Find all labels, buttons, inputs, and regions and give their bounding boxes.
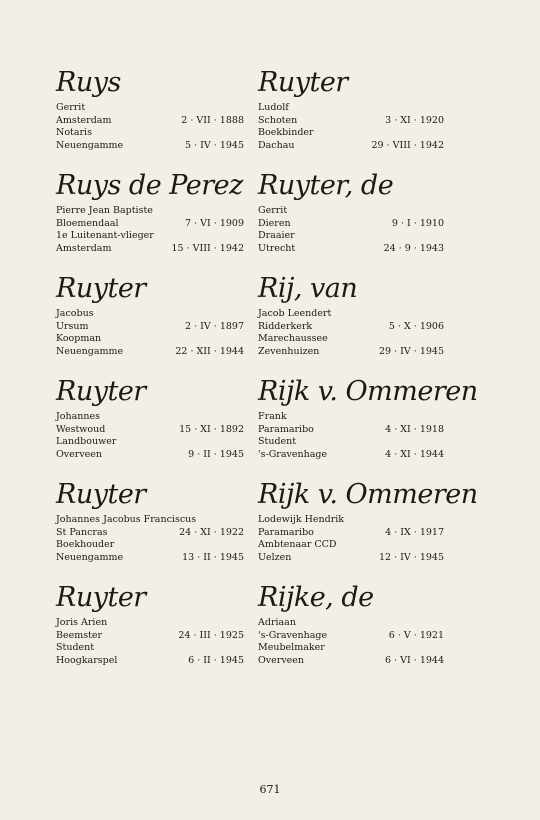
entry-detail-text: 's-Gravenhage [258, 629, 328, 641]
left-column [56, 66, 252, 684]
page-number: 671 [259, 783, 281, 796]
entry-detail-line [258, 424, 450, 437]
entry-surname: Ruys [56, 67, 121, 98]
entry-detail-line [258, 346, 450, 359]
entry-detail-line [56, 411, 252, 424]
entry-date: 6 · II · 1945 [188, 654, 244, 666]
entry-detail-text: Dachau [258, 139, 295, 151]
entry-date: 15 · VIII · 1942 [171, 242, 244, 254]
entry-detail-text: Jacobus [56, 308, 94, 319]
entry-date: 15 · XI · 1892 [179, 423, 244, 435]
entry-detail-line [258, 642, 450, 655]
entry-detail-text: Paramaribo [258, 526, 314, 538]
entry-surname: Ruys de Perez [56, 170, 243, 201]
entry-date: 13 · II · 1945 [182, 551, 244, 563]
entry-detail-text: Meubelmaker [258, 642, 325, 653]
entry-detail-text: 1e Luitenant-vlieger [56, 230, 154, 241]
memorial-entry [56, 272, 252, 375]
memorial-entry [258, 478, 478, 581]
entry-detail-line [258, 655, 450, 668]
entry-detail-text: Neuengamme [56, 345, 124, 357]
entry-detail-text: Schoten [258, 114, 298, 126]
entry-detail-line [56, 539, 252, 552]
entry-date: 9 · I · 1910 [391, 217, 444, 229]
entry-date: 29 · IV · 1945 [379, 345, 444, 357]
entry-detail-text: Marechaussee [258, 333, 328, 344]
entry-date: 4 · XI · 1918 [385, 423, 444, 435]
entry-detail-line [56, 552, 252, 565]
entry-detail-text: Lodewijk Hendrik [258, 514, 345, 525]
entry-date: 6 · VI · 1944 [385, 654, 444, 666]
entry-detail-text: Boekhouder [56, 539, 115, 550]
entry-detail-line [258, 102, 450, 115]
entry-surname: Rij, van [258, 273, 358, 304]
entry-detail-text: Koopman [56, 333, 102, 344]
entry-detail-line [56, 218, 252, 231]
entry-detail-text: Pierre Jean Baptiste [56, 205, 153, 216]
entry-detail-line [56, 449, 252, 462]
entry-date: 24 · 9 · 1943 [383, 242, 444, 254]
entry-detail-line [56, 205, 252, 218]
entry-detail-text: Paramaribo [258, 423, 314, 435]
entry-detail-text: Zevenhuizen [258, 345, 320, 357]
entry-detail-line [258, 140, 450, 153]
entry-date: 2 · VII · 1888 [181, 114, 244, 126]
entry-detail-text: Student [258, 436, 297, 447]
entry-detail-line [56, 102, 252, 115]
entry-surname: Ruyter [56, 479, 146, 510]
entry-detail-line [56, 140, 252, 153]
entry-detail-line [258, 308, 450, 321]
memorial-entry [258, 169, 450, 272]
entry-detail-text: Utrecht [258, 242, 296, 254]
entry-detail-line [56, 230, 252, 243]
entry-detail-text: Notaris [56, 127, 92, 138]
entry-detail-line [258, 539, 450, 552]
memorial-entry [56, 478, 252, 581]
memorial-entry [56, 375, 252, 478]
entry-date: 29 · VIII · 1942 [371, 139, 444, 151]
entry-detail-text: Adriaan [258, 617, 296, 628]
entry-detail-text: Jacob Leendert [258, 308, 332, 319]
entry-detail-line [56, 346, 252, 359]
entry-detail-line [258, 218, 450, 231]
entry-surname: Ruyter, de [258, 170, 394, 201]
entry-detail-text: 's-Gravenhage [258, 448, 328, 460]
entry-detail-line [56, 127, 252, 140]
entry-detail-text: Boekbinder [258, 127, 314, 138]
memorial-entry [56, 66, 252, 169]
entry-detail-line [258, 205, 450, 218]
entry-date: 7 · VI · 1909 [185, 217, 244, 229]
entry-detail-text: Student [56, 642, 95, 653]
entry-detail-line [56, 436, 252, 449]
entry-detail-text: Ludolf [258, 102, 289, 113]
entry-detail-line [56, 630, 252, 643]
entry-detail-text: Hoogkarspel [56, 654, 118, 666]
entry-detail-text: Johannes [56, 411, 101, 422]
entry-detail-text: Amsterdam [56, 242, 112, 254]
entry-detail-line [56, 115, 252, 128]
memorial-entry [258, 272, 450, 375]
entry-detail-line [56, 617, 252, 630]
entry-date: 24 · XI · 1922 [179, 526, 244, 538]
entry-date: 12 · IV · 1945 [379, 551, 444, 563]
entry-surname: Ruyter [56, 582, 146, 613]
entry-detail-line [258, 527, 450, 540]
entry-date: 3 · XI · 1920 [385, 114, 444, 126]
entry-date: 4 · XI · 1944 [385, 448, 444, 460]
entry-detail-line [56, 333, 252, 346]
entry-surname: Ruyter [56, 273, 146, 304]
entry-detail-line [258, 630, 450, 643]
entry-detail-text: Draaier [258, 230, 295, 241]
entry-detail-line [258, 333, 450, 346]
entry-date: 6 · V · 1921 [388, 629, 444, 641]
entry-detail-text: Joris Arien [56, 617, 108, 628]
entry-detail-line [258, 411, 450, 424]
entry-date: 5 · X · 1906 [388, 320, 444, 332]
entry-detail-line [258, 230, 450, 243]
entry-surname: Rijke, de [258, 582, 374, 613]
entry-detail-text: Neuengamme [56, 551, 124, 563]
entry-detail-line [258, 436, 450, 449]
entry-detail-text: Beemster [56, 629, 103, 641]
entry-detail-line [258, 552, 450, 565]
entry-detail-line [56, 321, 252, 334]
entry-detail-line [56, 514, 252, 527]
entry-detail-line [258, 243, 450, 256]
entry-detail-text: Landbouwer [56, 436, 117, 447]
entry-detail-text: Uelzen [258, 551, 292, 563]
entry-detail-line [258, 127, 450, 140]
entry-detail-text: Gerrit [258, 205, 288, 216]
entry-surname: Rijk v. Ommeren [258, 479, 478, 510]
entry-detail-text: Dieren [258, 217, 291, 229]
entry-detail-text: Ursum [56, 320, 89, 332]
entry-detail-text: Overveen [258, 654, 305, 666]
entry-detail-line [258, 449, 450, 462]
entry-detail-line [56, 642, 252, 655]
entry-detail-text: Overveen [56, 448, 103, 460]
memorial-entry [258, 375, 478, 478]
entry-detail-line [258, 321, 450, 334]
entry-detail-text: Neuengamme [56, 139, 124, 151]
entry-detail-line [56, 655, 252, 668]
entry-detail-line [56, 243, 252, 256]
entry-surname: Rijk v. Ommeren [258, 376, 478, 407]
memorial-entry [56, 169, 252, 272]
entry-date: 2 · IV · 1897 [185, 320, 244, 332]
entry-detail-text: Ridderkerk [258, 320, 313, 332]
entry-date: 22 · XII · 1944 [175, 345, 244, 357]
memorial-entry [258, 581, 450, 684]
entry-detail-text: Gerrit [56, 102, 86, 113]
entry-detail-text: Westwoud [56, 423, 106, 435]
entry-detail-line [56, 308, 252, 321]
right-column [258, 66, 478, 684]
entry-detail-line [258, 115, 450, 128]
entry-detail-text: Amsterdam [56, 114, 112, 126]
entry-detail-line [258, 514, 450, 527]
entry-date: 4 · IX · 1917 [385, 526, 444, 538]
entry-surname: Ruyter [258, 67, 348, 98]
entry-detail-line [56, 424, 252, 437]
memorial-entry [258, 66, 450, 169]
entry-detail-text: St Pancras [56, 526, 108, 538]
memorial-entry [56, 581, 252, 684]
entry-detail-text: Johannes Jacobus Franciscus [56, 514, 197, 525]
entry-date: 5 · IV · 1945 [185, 139, 244, 151]
entry-date: 9 · II · 1945 [188, 448, 244, 460]
entry-surname: Ruyter [56, 376, 146, 407]
entry-detail-text: Ambtenaar CCD [258, 539, 337, 550]
entry-date: 24 · III · 1925 [178, 629, 244, 641]
entry-detail-line [56, 527, 252, 540]
entry-detail-text: Bloemendaal [56, 217, 119, 229]
entry-detail-line [258, 617, 450, 630]
entry-detail-text: Frank [258, 411, 287, 422]
